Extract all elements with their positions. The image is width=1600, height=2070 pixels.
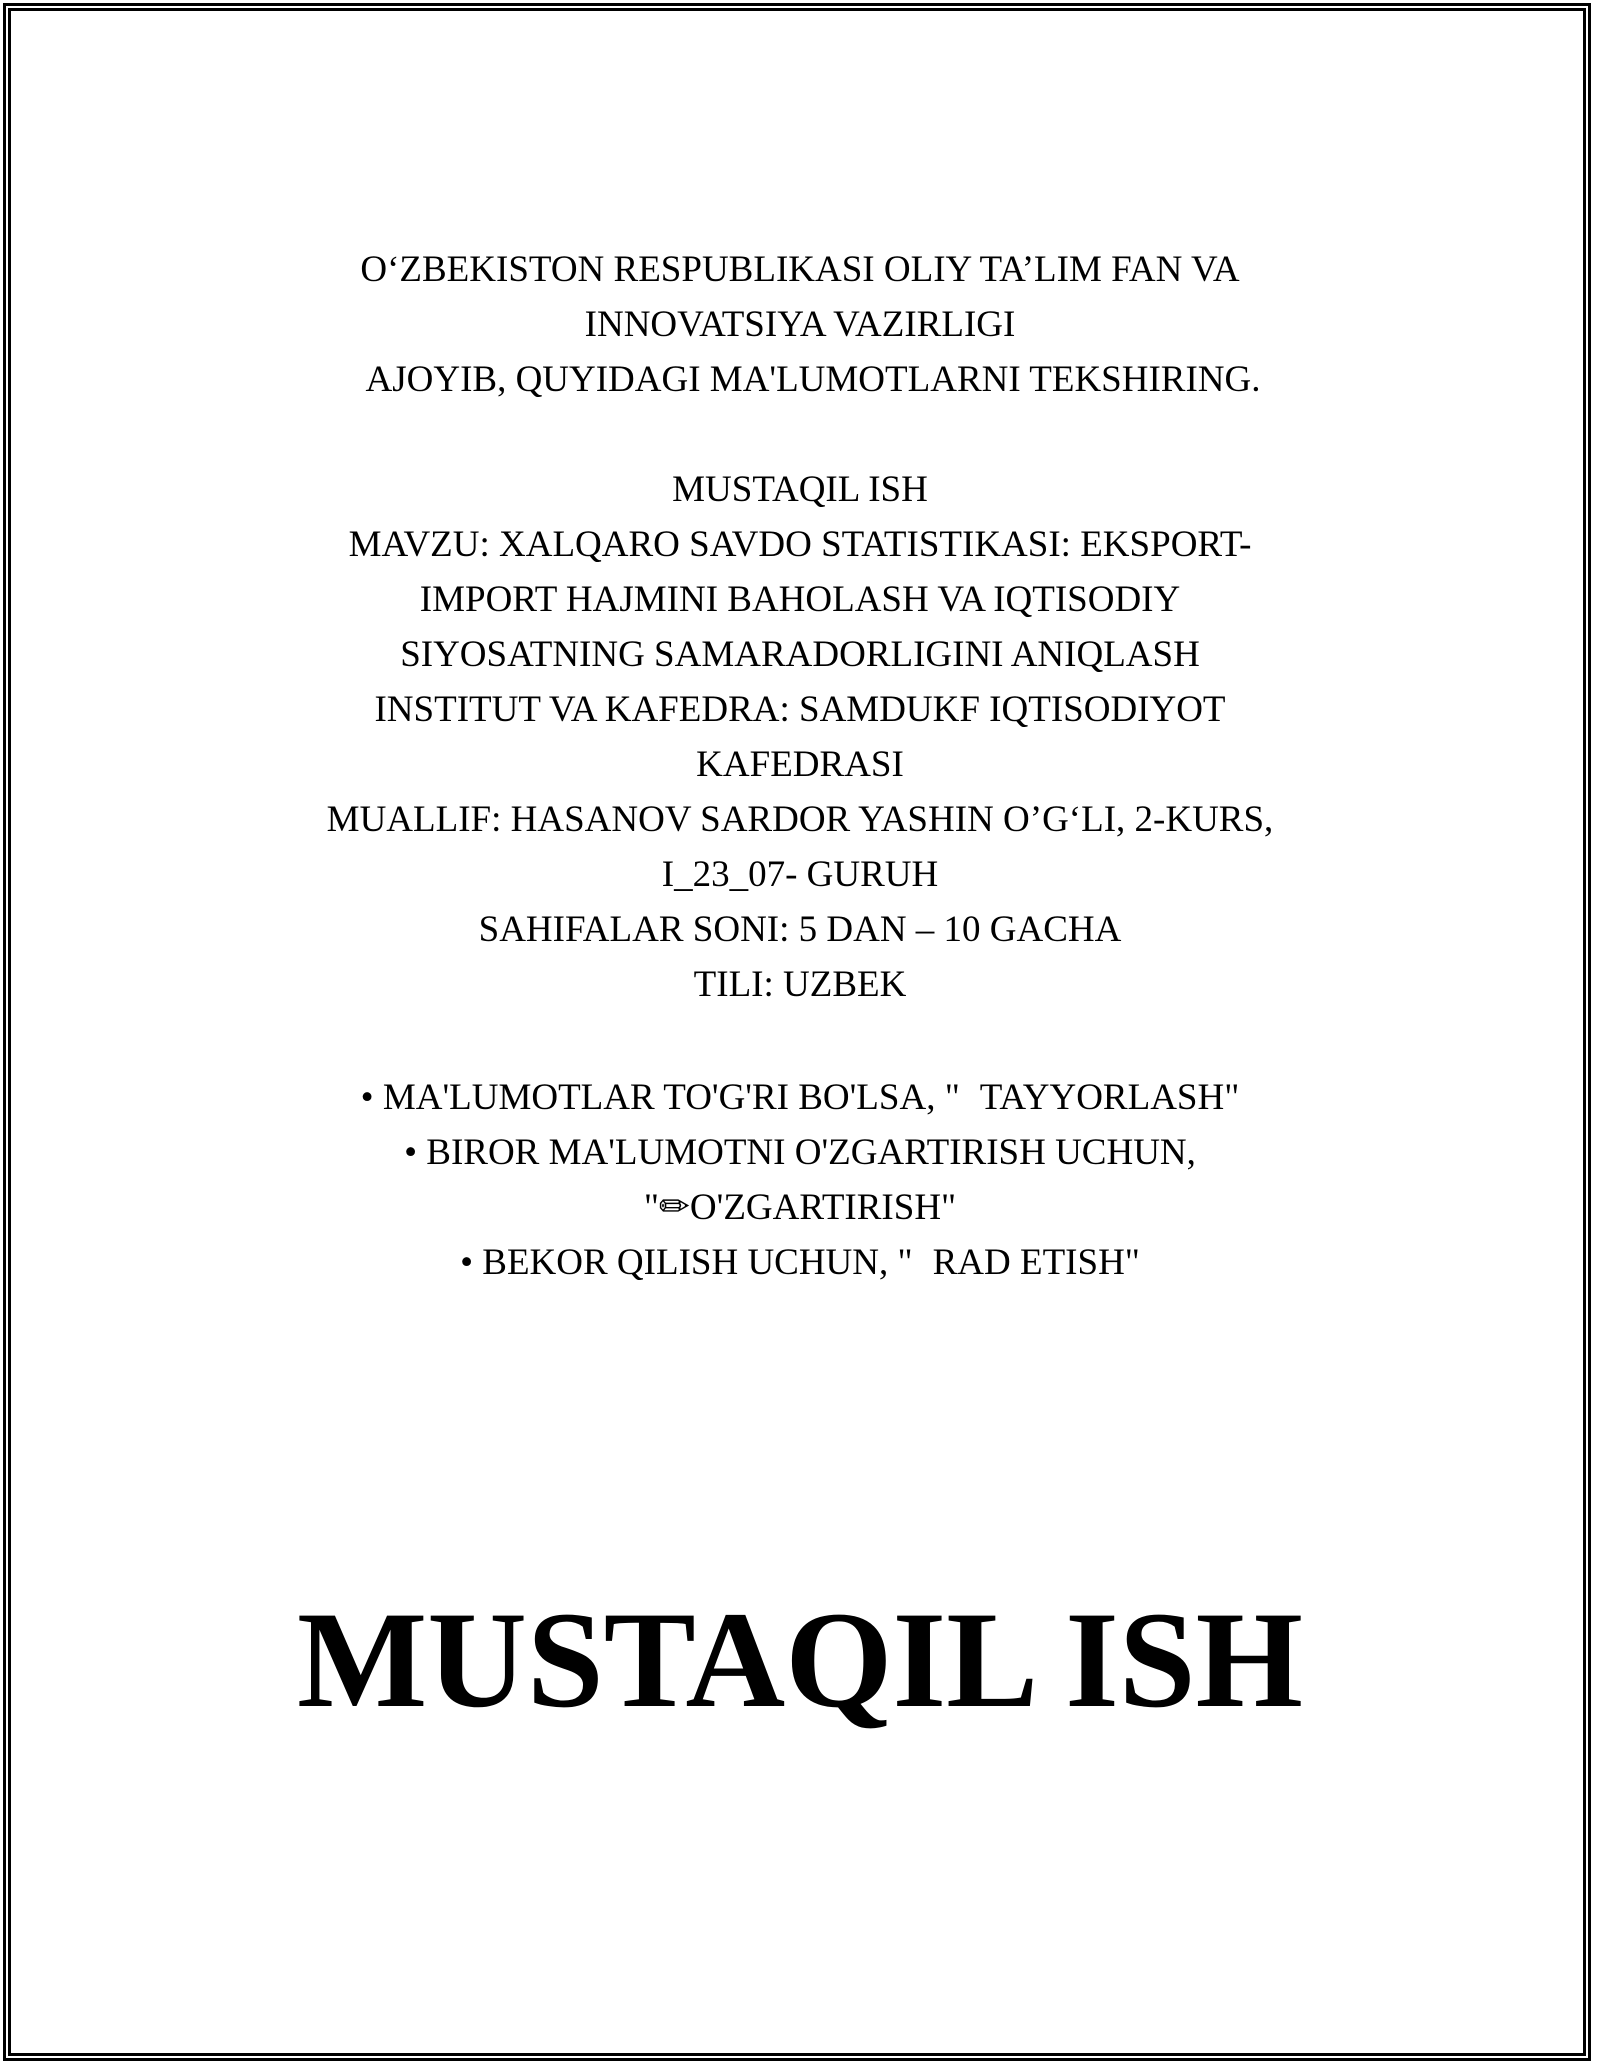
page-count: SAHIFALAR SONI: 5 DAN – 10 GACHA (478, 909, 1122, 950)
check-info-line: AJOYIB, QUYIDAGI MA'LUMOTLARNI TEKSHIRING. (365, 359, 1261, 400)
ministry-header (150, 242, 1450, 407)
topic-line-2: IMPORT HAJMINI BAHOLASH VA IQTISODIY (419, 579, 1181, 620)
instruction-prepare-prefix: • MA'LUMOTLAR TO'G'RI BO'LSA, " (360, 1077, 960, 1118)
topic-line-1: MAVZU: XALQARO SAVDO STATISTIKASI: EKSPORT- (348, 524, 1252, 565)
instruction-cancel-prefix: • BEKOR QILISH UCHUN, " (460, 1242, 913, 1283)
ministry-line-1: O‘ZBEKISTON RESPUBLIKASI OLIY TA’LIM FAN VA (360, 249, 1240, 290)
instruction-edit-line-1: • BIROR MA'LUMOTNI O'ZGARTIRISH UCHUN, (404, 1132, 1196, 1173)
institute-line-1: INSTITUT VA KAFEDRA: SAMDUKF IQTISODIYOT (374, 689, 1226, 730)
instruction-cancel-suffix: RAD ETISH" (932, 1242, 1140, 1283)
document-info (150, 462, 1450, 1012)
institute-line-2: KAFEDRASI (696, 744, 904, 785)
topic-line-3: SIYOSATNING SAMARADORLIGINI ANIQLASH (400, 634, 1200, 675)
instruction-cancel (150, 1235, 1450, 1290)
author-line-1: MUALLIF: HASANOV SARDOR YASHIN O’G‘LI, 2-KURS, (326, 799, 1274, 840)
doc-type: MUSTAQIL ISH (672, 469, 928, 510)
language: TILI: UZBEK (693, 964, 907, 1005)
instructions-list (150, 1070, 1450, 1290)
instruction-prepare (150, 1070, 1450, 1125)
instruction-edit-line-2: "✏O'ZGARTIRISH" (643, 1187, 957, 1228)
main-title: MUSTAQIL ISH (297, 1583, 1303, 1736)
author-line-2: I_23_07- GURUH (661, 854, 939, 895)
ministry-line-2: INNOVATSIYA VAZIRLIGI (584, 304, 1016, 345)
instruction-prepare-suffix: TAYYORLASH" (979, 1077, 1240, 1118)
